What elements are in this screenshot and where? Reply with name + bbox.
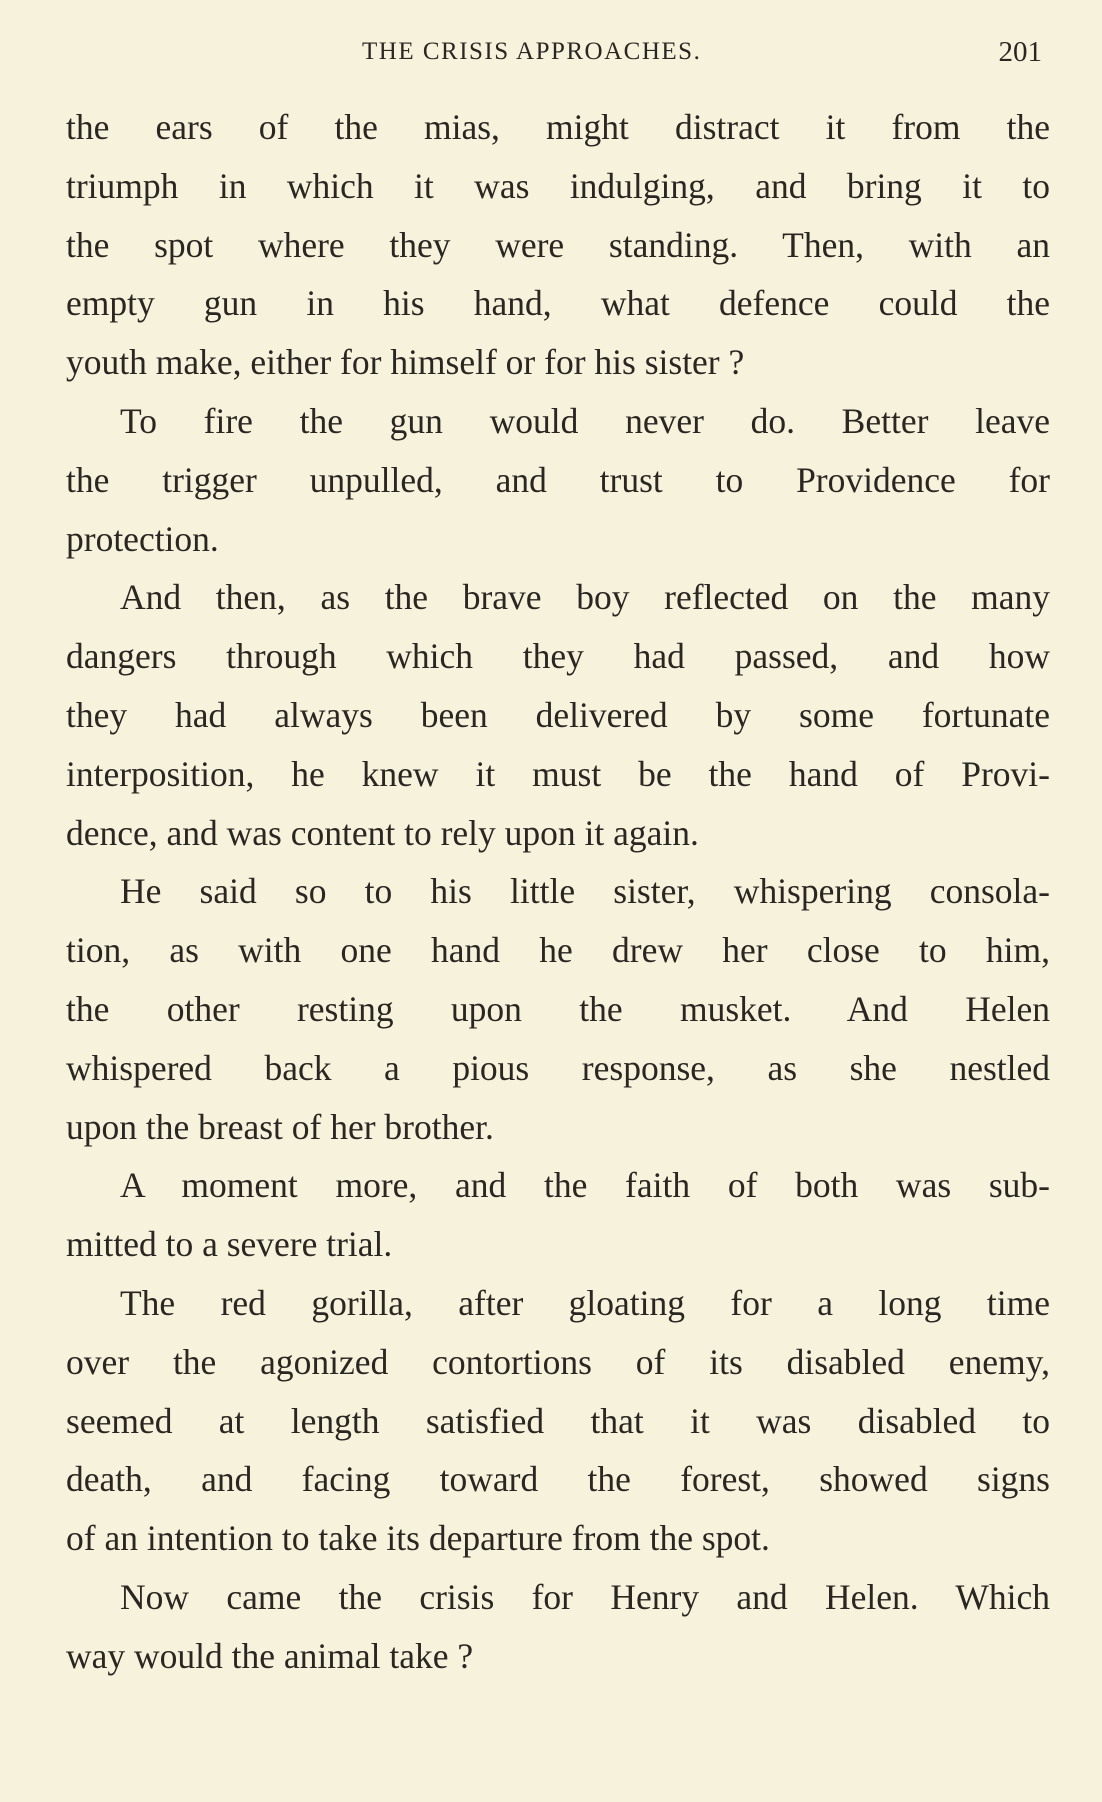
text-line: they had always been delivered by some fortunate <box>66 694 1050 735</box>
page-number: 201 <box>998 36 1042 68</box>
text-line: dangers through which they had passed, and how <box>66 636 1050 677</box>
text-line: the ears of the mias, might distract it from the <box>66 107 1050 147</box>
text-line: upon the breast of her brother. <box>66 1106 494 1147</box>
text-line: The red gorilla, after gloating for a long time <box>120 1282 1050 1323</box>
text-line: protection. <box>66 518 219 559</box>
body-text <box>66 98 1050 1686</box>
running-title: THE CRISIS APPROACHES. <box>362 38 702 65</box>
text-line: seemed at length satisfied that it was disabled to <box>66 1400 1050 1441</box>
running-head <box>0 38 1102 78</box>
text-line: And then, as the brave boy reflected on the many <box>120 577 1050 618</box>
text-line: empty gun in his hand, what defence could the <box>66 283 1050 324</box>
text-line: the spot where they were standing. Then, with an <box>66 224 1050 265</box>
text-line: triumph in which it was indulging, and bring it to <box>66 165 1050 206</box>
text-line: dence, and was content to rely upon it again. <box>66 812 699 853</box>
text-line: death, and facing toward the forest, showed signs <box>66 1459 1050 1500</box>
text-line: tion, as with one hand he drew her close to him, <box>66 930 1050 971</box>
text-line: youth make, either for himself or for his sister ? <box>66 342 745 383</box>
text-line: He said so to his little sister, whispering consola- <box>120 871 1050 912</box>
text-line: over the agonized contortions of its disabled enemy, <box>66 1341 1050 1382</box>
text-line: mitted to a severe trial. <box>66 1224 393 1265</box>
text-line: A moment more, and the faith of both was sub- <box>120 1165 1050 1206</box>
text-line: Now came the crisis for Henry and Helen. Which <box>120 1576 1050 1617</box>
text-line: interposition, he knew it must be the hand of Provi- <box>66 753 1050 794</box>
text-line: To fire the gun would never do. Better leave <box>120 400 1050 441</box>
text-line: whispered back a pious response, as she nestled <box>66 1047 1050 1088</box>
text-line: of an intention to take its departure from the spot. <box>66 1518 770 1559</box>
text-line: the trigger unpulled, and trust to Providence for <box>66 459 1050 500</box>
text-line: way would the animal take ? <box>66 1635 474 1676</box>
text-line: the other resting upon the musket. And Helen <box>66 988 1050 1029</box>
